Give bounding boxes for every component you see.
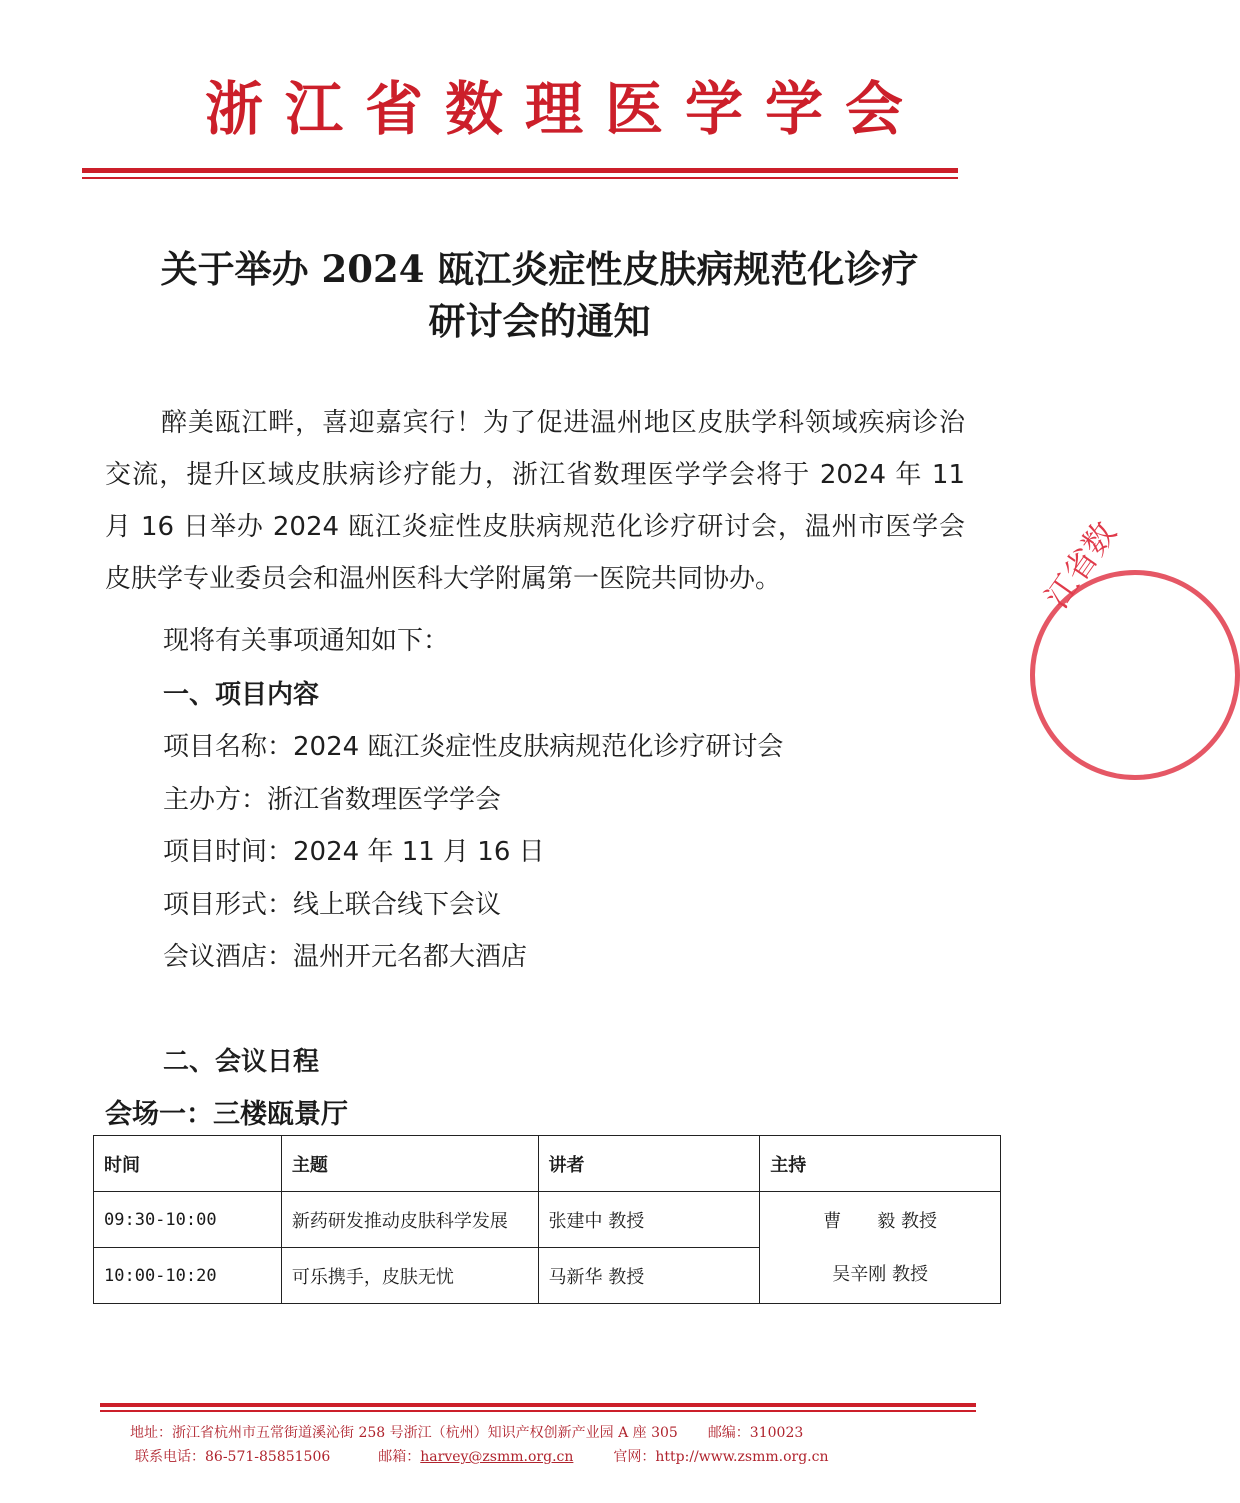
- row-topic: 可乐携手，皮肤无忧: [281, 1248, 538, 1304]
- header-rule-thin: [82, 177, 958, 179]
- section1-heading: 一、项目内容: [163, 680, 320, 710]
- row-speaker: 马新华 教授: [538, 1248, 760, 1304]
- row-time: 10:00-10:20: [94, 1248, 282, 1304]
- item-project-name: 项目名称：2024 瓯江炎症性皮肤病规范化诊疗研讨会: [163, 732, 784, 762]
- intro-paragraph: 醉美瓯江畔，喜迎嘉宾行！为了促进温州地区皮肤学科领域疾病诊治交流，提升区域皮肤病诊疗能力，浙江省数理医学学会将于 2024 年 11 月 16 日举办 2024 瓯江炎症性皮肤病规范化诊疗研讨会，温州市医学会皮肤学专业委员会和温州医科大学附属第一医院共同协办。: [105, 408, 965, 594]
- table-header-row: [94, 1136, 1001, 1192]
- footer-phone: 联系电话：86-571-85851506: [135, 1449, 331, 1465]
- footer-rule-thick: [100, 1403, 976, 1407]
- section2-heading: 二、会议日程: [163, 1047, 320, 1077]
- table-row: [94, 1192, 1001, 1248]
- header-rule-thick: [82, 168, 958, 173]
- footer-address: 地址：浙江省杭州市五常街道溪沁街 258 号浙江（杭州）知识产权创新产业园 A 座 305: [130, 1425, 678, 1441]
- item-organizer: 主办方：浙江省数理医学学会: [163, 785, 502, 815]
- item-format: 项目形式：线上联合线下会议: [163, 890, 502, 920]
- row-time: 09:30-10:00: [94, 1192, 282, 1248]
- row-hosts: [760, 1192, 1001, 1304]
- footer-email-link[interactable]: harvey@zsmm.org.cn: [420, 1449, 574, 1465]
- footer-rule-thin: [100, 1410, 976, 1412]
- footer-website[interactable]: 官网：http://www.zsmm.org.cn: [613, 1449, 829, 1465]
- notice-title-line2: 研讨会的通知: [428, 299, 651, 343]
- schedule-table: [93, 1135, 1001, 1304]
- org-letterhead-title: 浙江省数理医学学会: [205, 75, 926, 143]
- row-speaker: 张建中 教授: [538, 1192, 760, 1248]
- footer-line-2: [135, 1446, 828, 1466]
- footer-postcode: 邮编：310023: [707, 1425, 804, 1441]
- item-date: 项目时间：2024 年 11 月 16 日: [163, 837, 545, 867]
- header-host: 主持: [760, 1136, 1001, 1192]
- host-1: 曹 毅 教授: [823, 1210, 937, 1232]
- venue-label: 会场一：三楼瓯景厅: [105, 1099, 348, 1130]
- official-seal-text: 江省数: [1037, 514, 1124, 616]
- item-hotel: 会议酒店：温州开元名都大酒店: [163, 942, 528, 972]
- header-speaker: 讲者: [538, 1136, 760, 1192]
- footer-line-1: [130, 1422, 803, 1442]
- notice-title-line1: 关于举办 2024 瓯江炎症性皮肤病规范化诊疗: [160, 247, 919, 291]
- footer-email-label: 邮箱：: [378, 1449, 421, 1465]
- followup-text: 现将有关事项通知如下：: [163, 626, 450, 656]
- header-time: 时间: [94, 1136, 282, 1192]
- host-2: 吴辛刚 教授: [832, 1263, 928, 1285]
- header-topic: 主题: [281, 1136, 538, 1192]
- row-topic: 新药研发推动皮肤科学发展: [281, 1192, 538, 1248]
